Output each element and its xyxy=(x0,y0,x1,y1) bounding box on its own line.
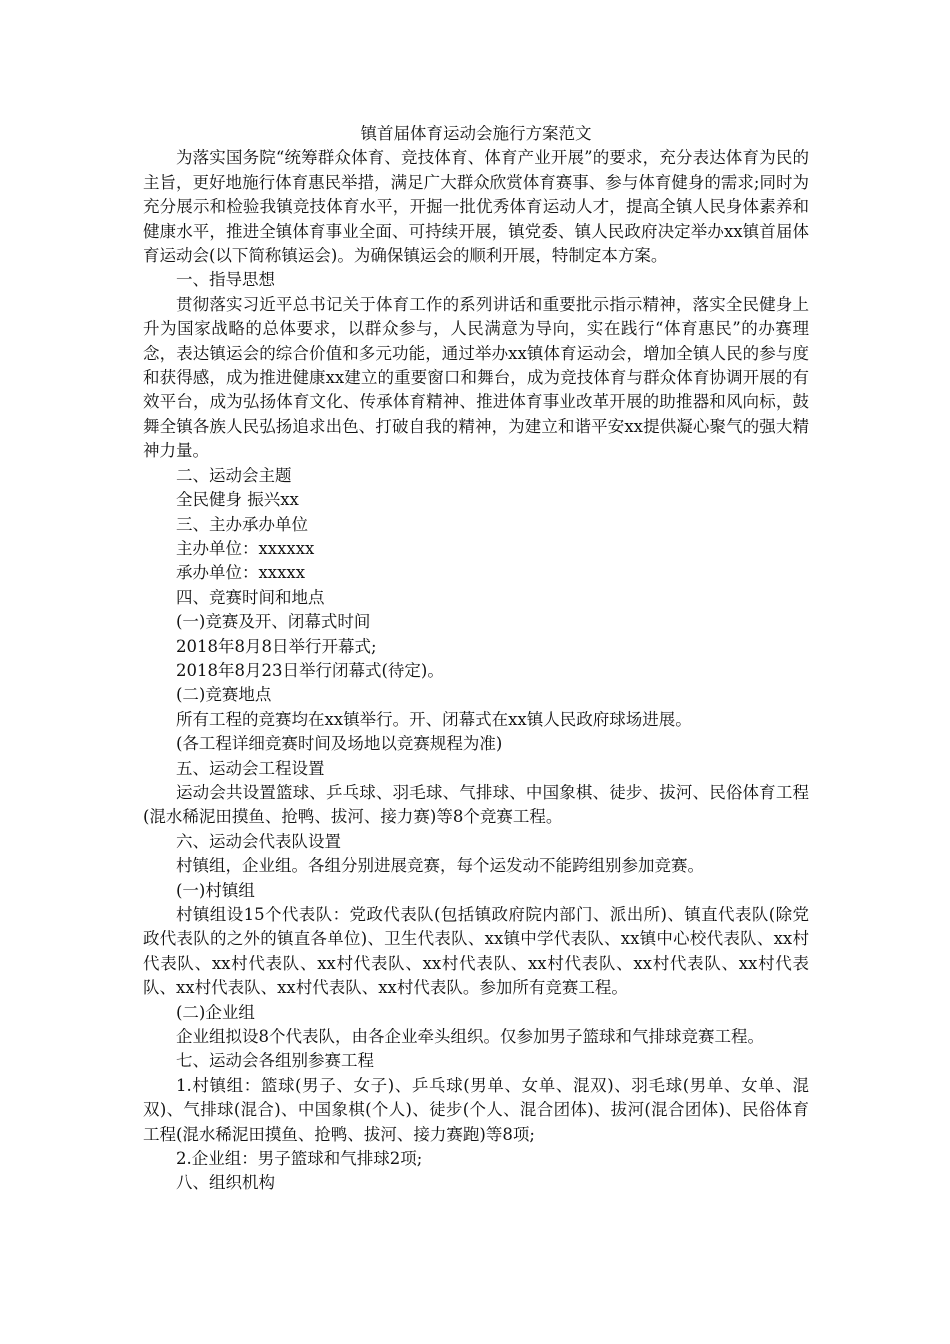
paragraph-village-events: 1.村镇组：篮球(男子、女子)、乒乓球(男单、女单、混双)、羽毛球(男单、女单、混双)、气排球(混合)、中国象棋(个人)、徒步(个人、混合团体)、拔河(混合团体)、民俗体育工程(混水稀泥田摸鱼、抢鸭、拔河、接力赛跑)等8项; xyxy=(143,1075,809,1144)
paragraph-teams: 村镇组，企业组。各组分别进展竞赛，每个运发动不能跨组别参加竞赛。 xyxy=(176,856,704,876)
paragraph-enterprise-group: 企业组拟设8个代表队，由各企业牵头组织。仅参加男子篮球和气排球竞赛工程。 xyxy=(176,1027,764,1047)
paragraph-list xyxy=(143,146,809,1195)
paragraph-host: 主办单位：xxxxxx xyxy=(176,538,315,558)
paragraph-undertaker: 承办单位：xxxxx xyxy=(176,563,306,583)
document-title: 镇首届体育运动会施行方案范文 xyxy=(360,124,592,143)
section-heading-group-events: 七、运动会各组别参赛工程 xyxy=(176,1051,374,1071)
paragraph-enterprise-events: 2.企业组：男子篮球和气排球2项; xyxy=(176,1149,423,1169)
paragraph-place: 所有工程的竞赛均在xx镇举行。开、闭幕式在xx镇人民政府球场进展。 xyxy=(176,709,692,729)
subheading-time: (一)竞赛及开、闭幕式时间 xyxy=(176,612,371,632)
section-heading-teams: 六、运动会代表队设置 xyxy=(176,831,341,851)
section-heading-organizers: 三、主办承办单位 xyxy=(176,514,308,534)
section-heading-organization: 八、组织机构 xyxy=(176,1173,275,1193)
paragraph-opening-date: 2018年8月8日举行开幕式; xyxy=(176,636,377,656)
paragraph-place-note: (各工程详细竞赛时间及场地以竞赛规程为准) xyxy=(176,734,503,754)
paragraph-closing-date: 2018年8月23日举行闭幕式(待定)。 xyxy=(176,660,444,680)
paragraph-guiding-ideology: 贯彻落实习近平总书记关于体育工作的系列讲话和重要批示指示精神，落实全民健身上升为国家战略的总体要求，以群众参与，人民满意为导向，实在践行“体育惠民”的办赛理念，表达镇运会的综合价值和多元功能，通过举办xx镇体育运动会，增加全镇人民的参与度和获得感，成为推进健康xx建立的重要窗口和舞台，成为竞技体育与群众体育协调开展的有效平台，成为弘扬体育文化、传承体育精神、推进体育事业改革开展的助推器和风向标，鼓舞全镇各族人民弘扬追求出色、打破自我的精神，为建立和谐平安xx提供凝心聚气的强大精神力量。 xyxy=(143,294,809,461)
section-heading-events: 五、运动会工程设置 xyxy=(176,758,325,778)
section-heading-theme: 二、运动会主题 xyxy=(176,465,292,485)
paragraph-intro: 为落实国务院“统筹群众体育、竞技体育、体育产业开展”的要求，充分表达体育为民的主旨，更好地施行体育惠民举措，满足广大群众欣赏体育赛事、参与体育健身的需求;同时为充分展示和检验我镇竞技体育水平，开掘一批优秀体育运动人才，提高全镇人民身体素养和健康水平，推进全镇体育事业全面、可持续开展，镇党委、镇人民政府决定举办xx镇首届体育运动会(以下简称镇运会)。为确保镇运会的顺利开展，特制定本方案。 xyxy=(143,148,809,266)
paragraph-events: 运动会共设置篮球、乒乓球、羽毛球、气排球、中国象棋、徒步、拔河、民俗体育工程(混水稀泥田摸鱼、抢鸭、拔河、接力赛)等8个竞赛工程。 xyxy=(143,782,809,827)
section-heading-guiding-ideology: 一、指导思想 xyxy=(176,270,275,290)
section-heading-time-place: 四、竞赛时间和地点 xyxy=(176,587,325,607)
paragraph-theme: 全民健身 振兴xx xyxy=(176,490,299,510)
document-body xyxy=(143,122,809,1196)
subheading-village-group: (一)村镇组 xyxy=(176,880,255,900)
subheading-enterprise-group: (二)企业组 xyxy=(176,1002,255,1022)
paragraph-village-group: 村镇组设15个代表队：党政代表队(包括镇政府院内部门、派出所)、镇直代表队(除党政代表队的之外的镇直各单位)、卫生代表队、xx镇中学代表队、xx镇中心校代表队、xx村代表队、xx村代表队、xx村代表队、xx村代表队、xx村代表队、xx村代表队、xx村代表队、xx村代表队、xx村代表队、xx村代表队。参加所有竞赛工程。 xyxy=(143,905,809,998)
subheading-place: (二)竞赛地点 xyxy=(176,685,272,705)
